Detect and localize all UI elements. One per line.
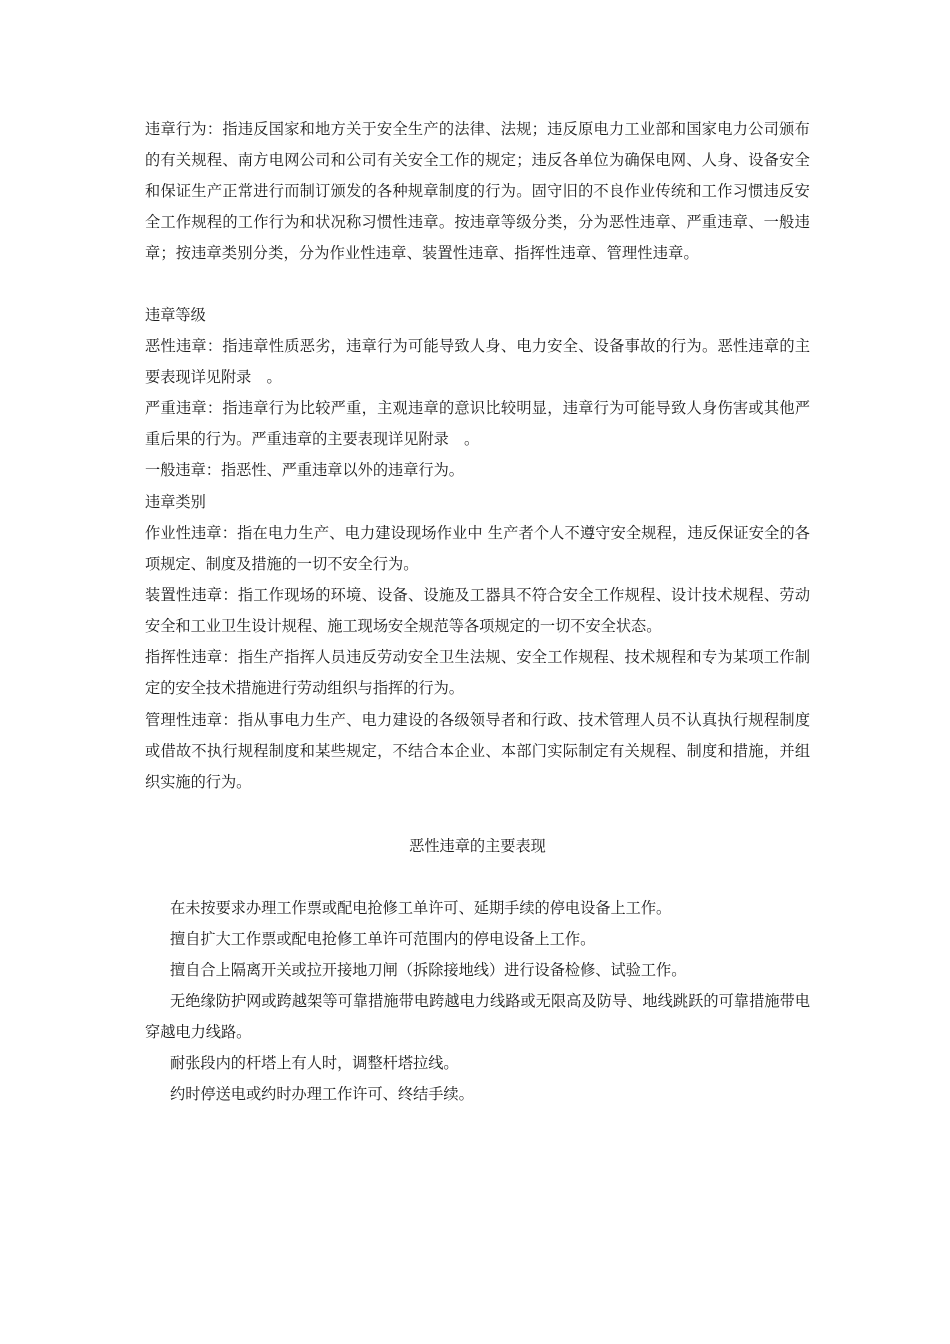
category-command-paragraph: 指挥性违章：指生产指挥人员违反劳动安全卫生法规、安全工作规程、技术规程和专为某项工作制定的安全技术措施进行劳动组织与指挥的行为。 bbox=[145, 648, 810, 697]
grade-heading: 违章等级 bbox=[145, 306, 206, 324]
appendix-item: 约时停送电或约时办理工作许可、终结手续。 bbox=[170, 1085, 474, 1103]
appendix-item: 无绝缘防护网或跨越架等可靠措施带电跨越电力线路或无限高及防导、地线跳跃的可靠措施带电穿越电力线路。 bbox=[145, 992, 810, 1041]
appendix-title: 恶性违章的主要表现 bbox=[409, 837, 546, 855]
category-operation-paragraph: 作业性违章：指在电力生产、电力建设现场作业中 生产者个人不遵守安全规程，违反保证安全的各项规定、制度及措施的一切不安全行为。 bbox=[145, 524, 810, 573]
category-device-paragraph: 装置性违章：指工作现场的环境、设备、设施及工器具不符合安全工作规程、设计技术规程、劳动安全和工业卫生设计规程、施工现场安全规范等各项规定的一切不安全状态。 bbox=[145, 586, 810, 635]
intro-section bbox=[145, 114, 810, 269]
grade-general-paragraph: 一般违章：指恶性、严重违章以外的违章行为。 bbox=[145, 461, 464, 479]
category-heading: 违章类别 bbox=[145, 493, 206, 511]
appendix-item: 擅自合上隔离开关或拉开接地刀闸（拆除接地线）进行设备检修、试验工作。 bbox=[170, 961, 687, 979]
appendix-item: 耐张段内的杆塔上有人时，调整杆塔拉线。 bbox=[170, 1054, 459, 1072]
appendix-item: 在未按要求办理工作票或配电抢修工单许可、延期手续的停电设备上工作。 bbox=[170, 899, 672, 917]
category-management-paragraph: 管理性违章：指从事电力生产、电力建设的各级领导者和行政、技术管理人员不认真执行规程制度或借故不执行规程制度和某些规定，不结合本企业、本部门实际制定有关规程、制度和措施，并组织实施的行为。 bbox=[145, 711, 810, 791]
appendix-item: 擅自扩大工作票或配电抢修工单许可范围内的停电设备上工作。 bbox=[170, 930, 596, 948]
grade-malignant-paragraph: 恶性违章：指违章性质恶劣，违章行为可能导致人身、电力安全、设备事故的行为。恶性违章的主要表现详见附录 。 bbox=[145, 337, 810, 386]
grade-serious-paragraph: 严重违章：指违章行为比较严重，主观违章的意识比较明显，违章行为可能导致人身伤害或其他严重后果的行为。严重违章的主要表现详见附录 。 bbox=[145, 399, 810, 448]
intro-paragraph: 违章行为：指违反国家和地方关于安全生产的法律、法规；违反原电力工业部和国家电力公司颁布的有关规程、南方电网公司和公司有关安全工作的规定；违反各单位为确保电网、人身、设备安全和保证生产正常进行而制订颁发的各种规章制度的行为。固守旧的不良作业传统和工作习惯违反安全工作规程的工作行为和状况称习惯性违章。按违章等级分类，分为恶性违章、严重违章、一般违章；按违章类别分类，分为作业性违章、装置性违章、指挥性违章、管理性违章。 bbox=[145, 120, 810, 262]
